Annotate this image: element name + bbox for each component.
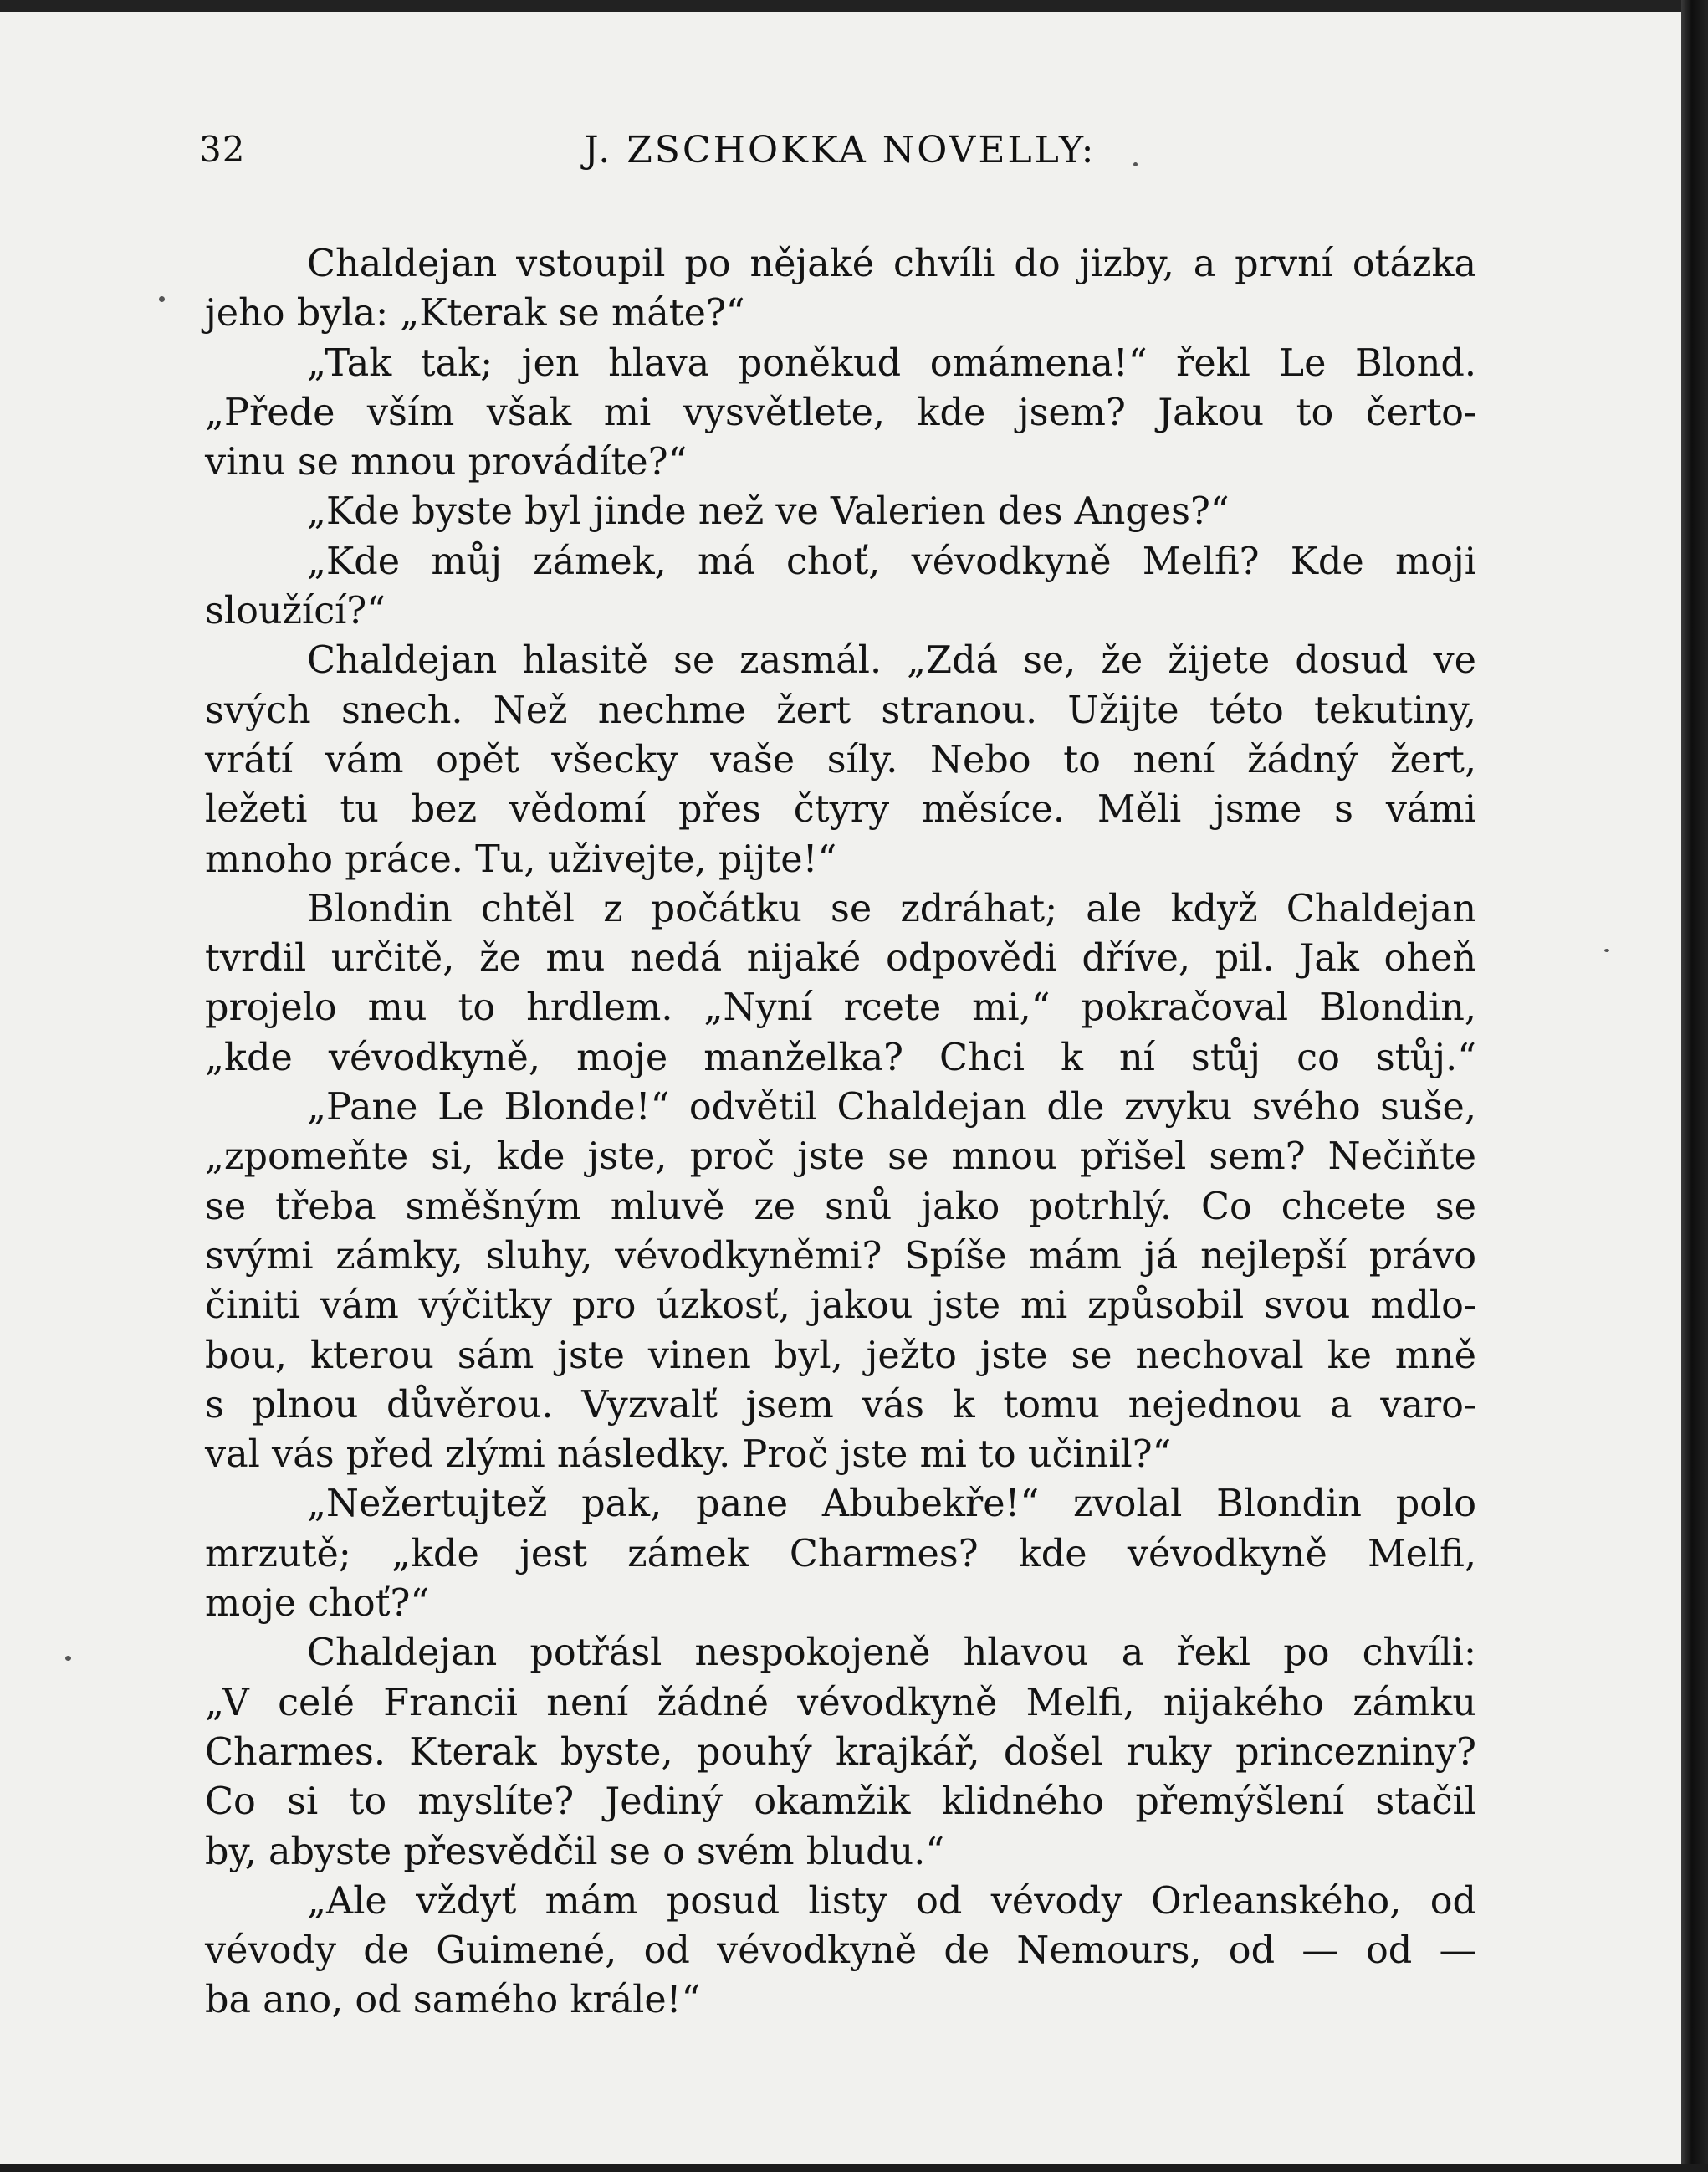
text-line: činiti vám výčitky pro úzkosť, jakou jste mi způsobil svou mdlo- — [205, 1284, 1476, 1328]
text-line: svými zámky, sluhy, vévodkyněmi? Spíše mám já nejlepší právo — [205, 1234, 1476, 1278]
text-line: moje choť?“ — [205, 1582, 430, 1626]
text-line: „kde vévodkyně, moje manželka? Chci k ní stůj co stůj.“ — [205, 1036, 1476, 1079]
text-line: ba ano, od samého krále!“ — [205, 1979, 701, 2022]
body-text — [205, 239, 1476, 2026]
text-line: „Přede vším však mi vysvětlete, kde jsem? Jakou to čerto- — [205, 391, 1476, 434]
text-line: projelo mu to hrdlem. „Nyní rcete mi,“ pokračoval Blondin, — [205, 986, 1476, 1030]
text-line: val vás před zlými následky. Proč jste mi to učinil?“ — [205, 1433, 1172, 1477]
text-line: „V celé Francii není žádné vévodkyně Melfi, nijakého zámku — [205, 1681, 1476, 1724]
text-line: sloužící?“ — [205, 590, 386, 633]
text-line: mnoho práce. Tu, uživejte, pijte!“ — [205, 838, 837, 881]
text-line: „Tak tak; jen hlava poněkud omámena!“ řekl Le Blond. — [307, 341, 1476, 385]
text-line: vévody de Guimené, od vévodkyně de Nemours, od — od — — [205, 1929, 1476, 1973]
scan-right-edge — [1681, 0, 1708, 2172]
text-line: Charmes. Kterak byste, pouhý krajkář, došel ruky princezniny? — [205, 1730, 1476, 1774]
page-number: 32 — [199, 129, 246, 170]
text-line: „Ale vždyť mám posud listy od vévody Orleanského, od — [307, 1879, 1476, 1923]
text-line: by, abyste přesvědčil se o svém bludu.“ — [205, 1830, 945, 1873]
page-header — [199, 129, 1470, 196]
scan-speck — [159, 296, 165, 302]
text-line: Chaldejan potřásl nespokojeně hlavou a řekl po chvíli: — [307, 1632, 1476, 1675]
text-line: Chaldejan vstoupil po nějaké chvíli do jizby, a první otázka — [307, 243, 1476, 285]
text-line: s plnou důvěrou. Vyzvalť jsem vás k tomu nejednou a varo- — [205, 1383, 1476, 1427]
text-line: ležeti tu bez vědomí přes čtyry měsíce. Měli jsme s vámi — [205, 788, 1476, 832]
text-line: „Pane Le Blonde!“ odvětil Chaldejan dle zvyku svého suše, — [307, 1086, 1476, 1130]
text-line: se třeba směšným mluvě ze snů jako potrhlý. Co chcete se — [205, 1185, 1476, 1228]
text-line: Co si to myslíte? Jediný okamžik klidného přemýšlení stačil — [205, 1780, 1476, 1824]
text-line: Chaldejan hlasitě se zasmál. „Zdá se, že žijete dosud ve — [307, 639, 1476, 683]
book-page — [0, 12, 1681, 2164]
text-line: mrzutě; „kde jest zámek Charmes? kde vévodkyně Melfi, — [205, 1532, 1476, 1575]
text-line: „zpomeňte si, kde jste, proč jste se mnou přišel sem? Nečiňte — [205, 1135, 1476, 1179]
scan-speck — [65, 1656, 71, 1661]
text-line: „Nežertujtež pak, pane Abubekře!“ zvolal Blondin polo — [307, 1483, 1476, 1526]
text-line: tvrdil určitě, že mu nedá nijaké odpovědi dříve, pil. Jak oheň — [205, 937, 1476, 981]
scan-bottom-edge — [0, 2164, 1708, 2172]
scan-speck — [1604, 949, 1609, 952]
text-line: vinu se mnou provádíte?“ — [205, 441, 688, 484]
running-head: J. ZSCHOKKA NOVELLY: — [584, 129, 1097, 172]
scan-speck — [1133, 162, 1138, 166]
text-line: jeho byla: „Kterak se máte?“ — [205, 292, 745, 336]
scan-top-edge — [0, 0, 1708, 12]
text-line: Blondin chtěl z počátku se zdráhat; ale když Chaldejan — [307, 887, 1476, 930]
text-line: „Kde můj zámek, má choť, vévodkyně Melfi? Kde moji — [307, 540, 1476, 583]
text-line: vrátí vám opět všecky vaše síly. Nebo to není žádný žert, — [205, 738, 1476, 781]
text-line: svých snech. Než nechme žert stranou. Užijte této tekutiny, — [205, 689, 1476, 732]
text-line: bou, kterou sám jste vinen byl, ježto jste se nechoval ke mně — [205, 1334, 1476, 1377]
text-line: „Kde byste byl jinde než ve Valerien des Anges?“ — [307, 490, 1230, 534]
